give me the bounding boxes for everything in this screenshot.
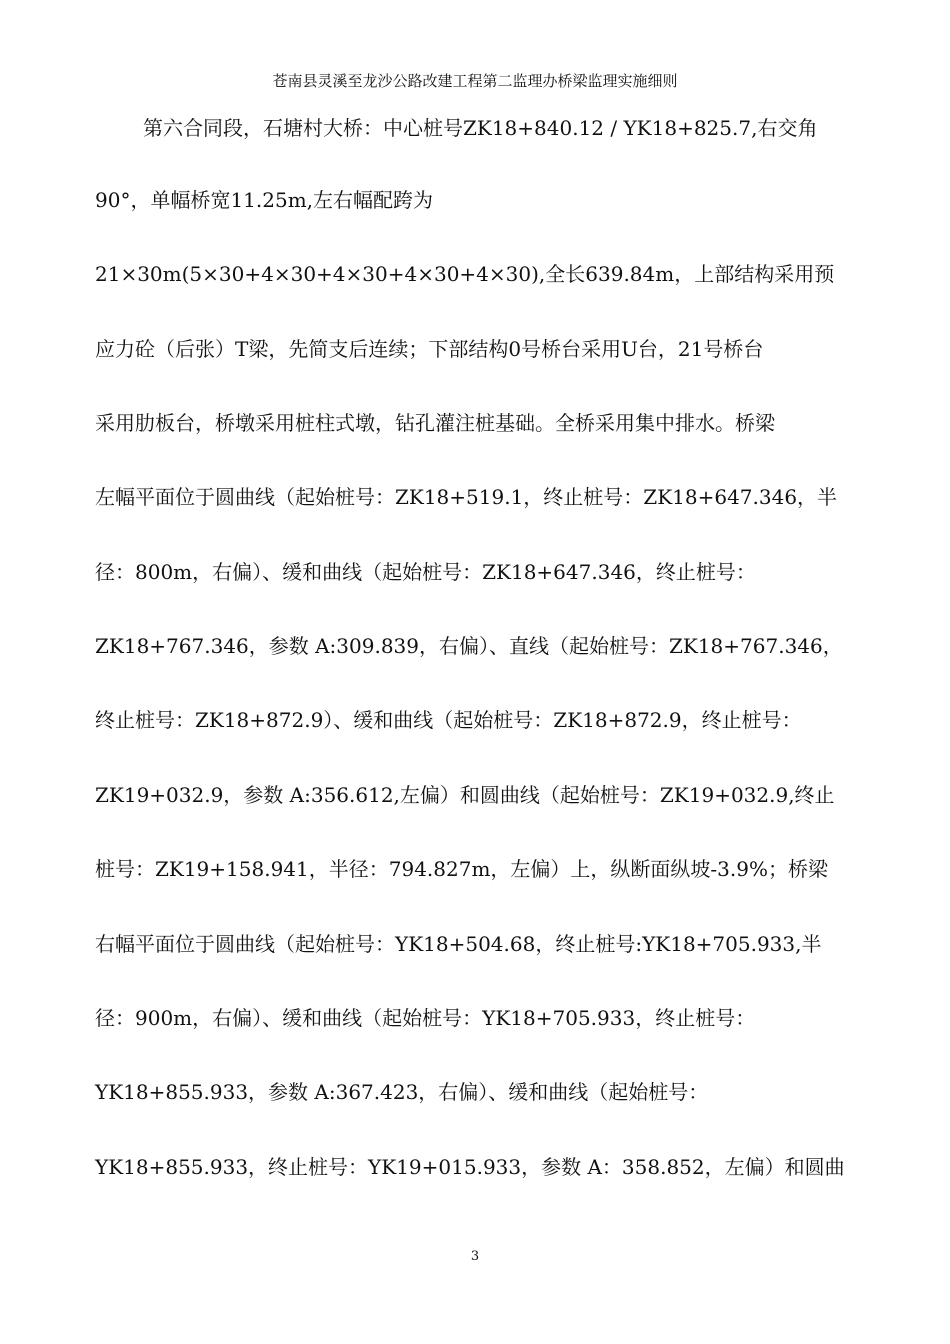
paragraph-line-10: ZK19+032.9，参数 A:356.612,左偏）和圆曲线（起始桩号：ZK19+032.9,终止 [95,783,835,807]
paragraph-line-3: 21×30m(5×30+4×30+4×30+4×30+4×30),全长639.84m，上部结构采用预 [95,262,835,286]
paragraph-line-13: 径：900m，右偏）、缓和曲线（起始桩号：YK18+705.933，终止桩号： [95,1006,756,1030]
page-number: 3 [470,1249,480,1264]
paragraph-line-6: 左幅平面位于圆曲线（起始桩号：ZK18+519.1，终止桩号：ZK18+647.346，半 [95,485,838,509]
paragraph-line-15: YK18+855.933，终止桩号：YK19+015.933，参数 A：358.852，左偏）和圆曲 [95,1155,845,1179]
paragraph-line-2: 90°，单幅桥宽11.25m,左右幅配跨为 [95,188,434,212]
paragraph-line-11: 桩号：ZK19+158.941，半径：794.827m，左偏）上，纵断面纵坡-3.9%；桥梁 [95,857,828,881]
paragraph-line-9: 终止桩号：ZK18+872.9）、缓和曲线（起始桩号：ZK18+872.9，终止桩号： [95,708,802,732]
paragraph-line-12: 右幅平面位于圆曲线（起始桩号：YK18+504.68，终止桩号:YK18+705.933,半 [95,932,822,956]
paragraph-line-5: 采用肋板台，桥墩采用桩柱式墩，钻孔灌注桩基础。全桥采用集中排水。桥梁 [95,411,775,435]
paragraph-line-8: ZK18+767.346，参数 A:309.839，右偏）、直线（起始桩号：ZK18+767.346， [95,634,843,658]
paragraph-line-1: 第六合同段，石塘村大桥：中心桩号ZK18+840.12 / YK18+825.7,右交角 [143,116,818,140]
paragraph-line-14: YK18+855.933，参数 A:367.423，右偏）、缓和曲线（起始桩号： [95,1080,709,1104]
page-header: 苍南县灵溪至龙沙公路改建工程第二监理办桥梁监理实施细则 [272,72,678,90]
paragraph-line-7: 径：800m，右偏）、缓和曲线（起始桩号：ZK18+647.346，终止桩号： [95,560,756,584]
paragraph-line-4: 应力砼（后张）T梁，先简支后连续；下部结构0号桥台采用U台，21号桥台 [95,337,764,361]
